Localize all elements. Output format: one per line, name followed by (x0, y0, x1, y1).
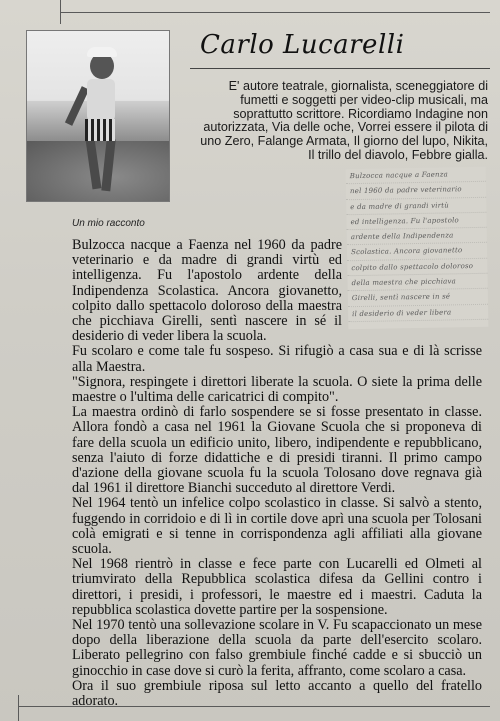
manuscript-line: Bulzocca nacque a Faenza (346, 167, 486, 185)
manuscript-line: Scolastica. Ancora giovanetto (347, 243, 487, 261)
manuscript-line: il desiderio di veder libera (348, 304, 488, 322)
story-paragraph: Bulzocca nacque a Faenza nel 1960 da padre veterinario e da madre di grandi virtù ed intelligenza. Fu l'apostolo ardente della Indipendenza Scolastica. Ancora giovanetto, colpito dallo spettacolo doloroso della maestra che picchiava Girelli, sentì nascere in sé il desiderio di veder libera la scuola. (72, 237, 342, 345)
story-paragraph: Ora il suo grembiule riposa sul letto accanto a quello del fratello adorato. (72, 677, 482, 710)
author-heading-rule (190, 68, 490, 69)
manuscript-line: Girelli, sentì nascere in sé (348, 289, 488, 307)
manuscript-line: nel 1960 da padre veterinario (346, 182, 486, 200)
story-body (72, 238, 482, 709)
story-paragraph: Nel 1964 tentò un infelice colpo scolastico in classe. Si salvò a stento, fuggendo in corridoio e di lì in cortile dove aprì una scuola per Tolosani colà emigrati e si tenne in corrispondenza agli affiliati alla giovane scuola. (72, 495, 482, 558)
story-paragraph: Nel 1970 tentò una sollevazione scolare in V. Fu scapaccionato un mese dopo della liberazione della scuola da parte dell'esercito scolaro. Liberato pellegrino con falso grembiule finché cadde e si sbucciò un ginocchio in case dove si curò la ferita, affranto, come scolaro a casa. (72, 617, 482, 679)
author-bio: E' autore teatrale, giornalista, sceneggiatore di fumetti e soggetti per video-clip musicali, ma soprattutto scrittore. Ricordiamo Indagine non autorizzata, Via delle oche, Vorrei essere il pilota di uno Zero, Falange Armata, Il giorno del lupo, Nikita, Il trillo del diavolo, Febbre gialla. (200, 79, 488, 162)
manuscript-line: ed intelligenza. Fu l'apostolo (346, 213, 486, 231)
manuscript-line: e da madre di grandi virtù (346, 197, 486, 215)
story-paragraph: Fu scolaro e come tale fu sospeso. Si rifugiò a casa sua e di là scrisse alla Maestra. (72, 343, 482, 375)
story-paragraph: Nel 1968 rientrò in classe e fece parte con Lucarelli ed Olmeti al triumvirato della Repubblica scolastica difesa da Gellini contro i direttori, i presidi, i professori, le maestre ed i maestri. Caduta la repubblica scolastica dovette partire per la sospensione. (72, 556, 482, 618)
story-paragraph: La maestra ordinò di farlo sospendere se si fosse presentato in classe. Allora fondò a casa nel 1961 la Giovane Scuola che si proponeva di fare della scuola un edificio unito, libero, indipendente e repubblicano, senza l'aiuto di forze didattiche e di presidi tiranni. Il primo campo d'azione della giovane scuola fu la scuola Tolosano dove regnava già dal 1961 il direttore Bianchi succeduto al direttore Verdi. (72, 404, 482, 497)
author-childhood-photo (26, 30, 170, 202)
frame-bottom-left-rule (18, 695, 19, 721)
story-paragraph: "Signora, respingete i direttori liberate la scuola. O siete la prima delle maestre o l'ultima delle caricatrici di compito". (72, 373, 482, 406)
frame-left-rule (60, 0, 61, 24)
manuscript-line: ardente della Indipendenza (347, 228, 487, 246)
manuscript-line: della maestra che picchiava (347, 274, 487, 292)
section-label: Un mio racconto (72, 218, 145, 229)
frame-top-rule (60, 12, 490, 13)
author-name-heading: Carlo Lucarelli (200, 30, 405, 60)
manuscript-line: colpito dallo spettacolo doloroso (347, 259, 487, 277)
